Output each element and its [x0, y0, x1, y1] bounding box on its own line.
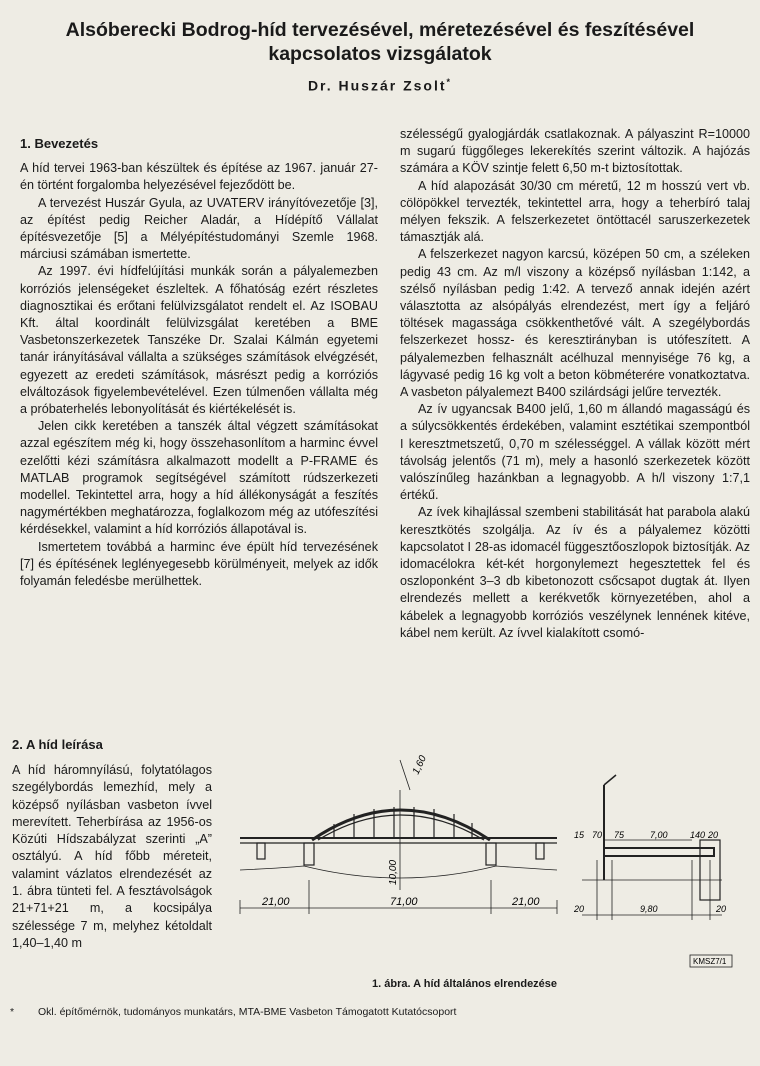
- dim-side-arch: 1,60: [410, 753, 429, 777]
- section1-paragraph: A tervezést Huszár Gyula, az UVATERV irányítóvezetője [3], az építést pedig Reicher Aladár, a Hídépítő Vállalat építésvezetője [5] a Mélyépítéstudományi Szemle 1968. márciusi számában ismertette.: [20, 195, 378, 262]
- dim-cross-20b: 20: [574, 904, 585, 914]
- right-paragraph: Az ívek kihajlással szembeni stabilitását hat parabola alakú keresztkötés szolgálja. Az ív és a pályalemez közötti kapcsolatot I 28-as idomacél függesztőoszlopok biztosítják. Az idomacélokra két-két horgonylemezt hegesztettek fel és oszloponként 3–3 db kibetonozott csőcsapot dugtak át. Ilyen elrendezés mellett a kerékvetők környezetében, ahol a kábelek a legnagyobb korróziós veszélynek lennének kitéve, kábel nem került. Az ívvel kialakított csomó-: [400, 505, 750, 640]
- dim-cross-75: 75: [614, 830, 625, 840]
- figure-caption: 1. ábra. A híd általános elrendezése: [372, 978, 558, 990]
- right-paragraph: A híd alapozását 30/30 cm méretű, 12 m hosszú vert vb. cölöpökkel tervezték, tekintettel arra, hogy a teherbíró talaj mélyen fekszik. A felszerkezetet öntöttacél saruszerkezetek támasztják alá.: [400, 178, 750, 245]
- dim-cross-700: 7,00: [650, 830, 668, 840]
- dim-side-right: 21,00: [512, 896, 540, 908]
- dim-cross-70: 70: [592, 830, 603, 840]
- section1-paragraph: Az 1997. évi hídfelújítási munkák során a pályalemezben korróziós jelenségeket észleltek. A főhatóság ezért részletes diagnosztikai és erőtani felülvizsgálatot rendelt el. Az ISOBAU Kft. által koordinált felülvizsgálat keretében a BME Vasbetonszerkezetek Tanszéke Dr. Szalai Kálmán egyetemi tanár irányításával vállalta a szükséges számítások elvégzését, egyezett az eredeti számítások, másrészt pedig a korróziós elváltozások figyelembevételével. Ezen túlmenően vállalta még a próbaterhelés lebonyolítását és kiértékelését is.: [20, 264, 378, 417]
- dim-cross-980: 9,80: [640, 904, 658, 914]
- right-column: [400, 126, 750, 642]
- right-paragraph: A felszerkezet nagyon karcsú, középen 50 cm, a széleken pedig 43 cm. Az m/l viszony a középső nyílásban 1:142, a szélső nyílásban pedig 1:42. A tervező annak idején azért választotta az alsópályás elrendezést, mert így a feljáró töltések magassága csökkenthetővé vált. A szegélybordás felszerkezet hossz- és keresztirányban is utófeszített. A pályalemezben felhasznált acélhuzal mennyisége 76 kg, a lágyvasé pedig 16 kg volt a beton köbméterére vonatkoztatva. A vasbeton pályalemezt B400 szilárdsági jelűre tervezték.: [400, 247, 750, 400]
- left-column: [20, 135, 378, 590]
- section2-heading: 2. A híd leírása: [12, 737, 103, 752]
- right-paragraph: Az ív ugyancsak B400 jelű, 1,60 m állandó magasságú és a súlycsökkentés érdekében, valamint esztétikai szempontból I keresztmetszetű, 0,70 m szélességgel. A vállak között mért távolság jelentős (71 m), mely a hasonló szerkezetek között valószínűleg hazánkban a legnagyobb. A h/l viszony 1:7,1 értékű.: [400, 402, 750, 503]
- section2-paragraph: A híd háromnyílású, folytatólagos szegélybordás lemezhíd, mely a középső nyílásban vasbeton ívvel merevített. Teherbírása az 1956-os Közúti Hídszabályzat szerinti „A” osztályú. A híd főbb méreteit, valamint vázlatos elrendezését az 1. ábra tünteti fel. A fesztávolságok 21+71+21 m, a kocsipálya szélessége 7 m, melyhez kétoldalt 1,40–1,40 m: [12, 763, 212, 950]
- dim-side-middle: 71,00: [390, 896, 418, 908]
- stamp-text: KMSZ7/1: [693, 957, 727, 966]
- right-paragraph: szélességű gyalogjárdák csatlakoznak. A pályaszint R=10000 m sugarú függőleges lekerekítés szerint változik. A hajózás számára a KÖV szintje felett 6,50 m-t biztosítottak.: [400, 127, 750, 176]
- article-title: Alsóberecki Bodrog-híd tervezésével, méretezésével és feszítésével kapcsolatos vizsgálatok: [65, 19, 695, 65]
- figure-stamp: [690, 955, 732, 967]
- dim-cross-20c: 20: [716, 904, 727, 914]
- cross-section: [582, 775, 722, 920]
- section1-heading: 1. Bevezetés: [20, 136, 99, 151]
- section1-paragraph: A híd tervei 1963-ban készültek és építése az 1967. január 27-én történt forgalomba helyezésével fejeződött be.: [20, 161, 378, 193]
- side-elevation: [240, 760, 557, 914]
- author-line: [0, 77, 760, 94]
- section1-paragraph: Ismertetem továbbá a harminc éve épült híd tervezésének [7] és építésének leglényegesebb körülményeit, melyek az idők folyamán feledésbe merülhettek.: [20, 539, 378, 589]
- dim-cross-140: 140: [690, 830, 706, 840]
- footnote-text: Okl. építőmérnök, tudományos munkatárs, MTA-BME Vasbeton Támogatott Kutatócsoport: [38, 1006, 457, 1018]
- footnote-mark: *: [10, 1006, 15, 1018]
- bridge-drawing: [222, 730, 752, 980]
- author-footnote-mark: *: [446, 77, 453, 87]
- dim-cross-15: 15: [574, 830, 585, 840]
- author-name: Dr. Huszár Zsolt: [307, 77, 447, 94]
- dim-side-left: 21,00: [262, 896, 290, 908]
- dim-cross-20a: 20: [708, 830, 719, 840]
- bridge-figure: [222, 730, 752, 1000]
- section2-column: [12, 762, 212, 952]
- footnote: [10, 1006, 456, 1018]
- section1-paragraph: Jelen cikk keretében a tanszék által végzett számításokat azzal egészítem még ki, hogy összehasonlítom a harminc évvel ezelőtti kézi számításra alkalmazott modellt a P-FRAME és MATLAB programok segítségével számított rúdszerkezeti modellel. Tekintettel arra, hogy a híd állékonyságát a feszítés nagymértékben meghatározza, foglalkozom még az utófeszítési kérdésekkel, valamint a híd korróziós állapotával is.: [20, 419, 378, 537]
- dim-side-height: 10,00: [388, 859, 399, 885]
